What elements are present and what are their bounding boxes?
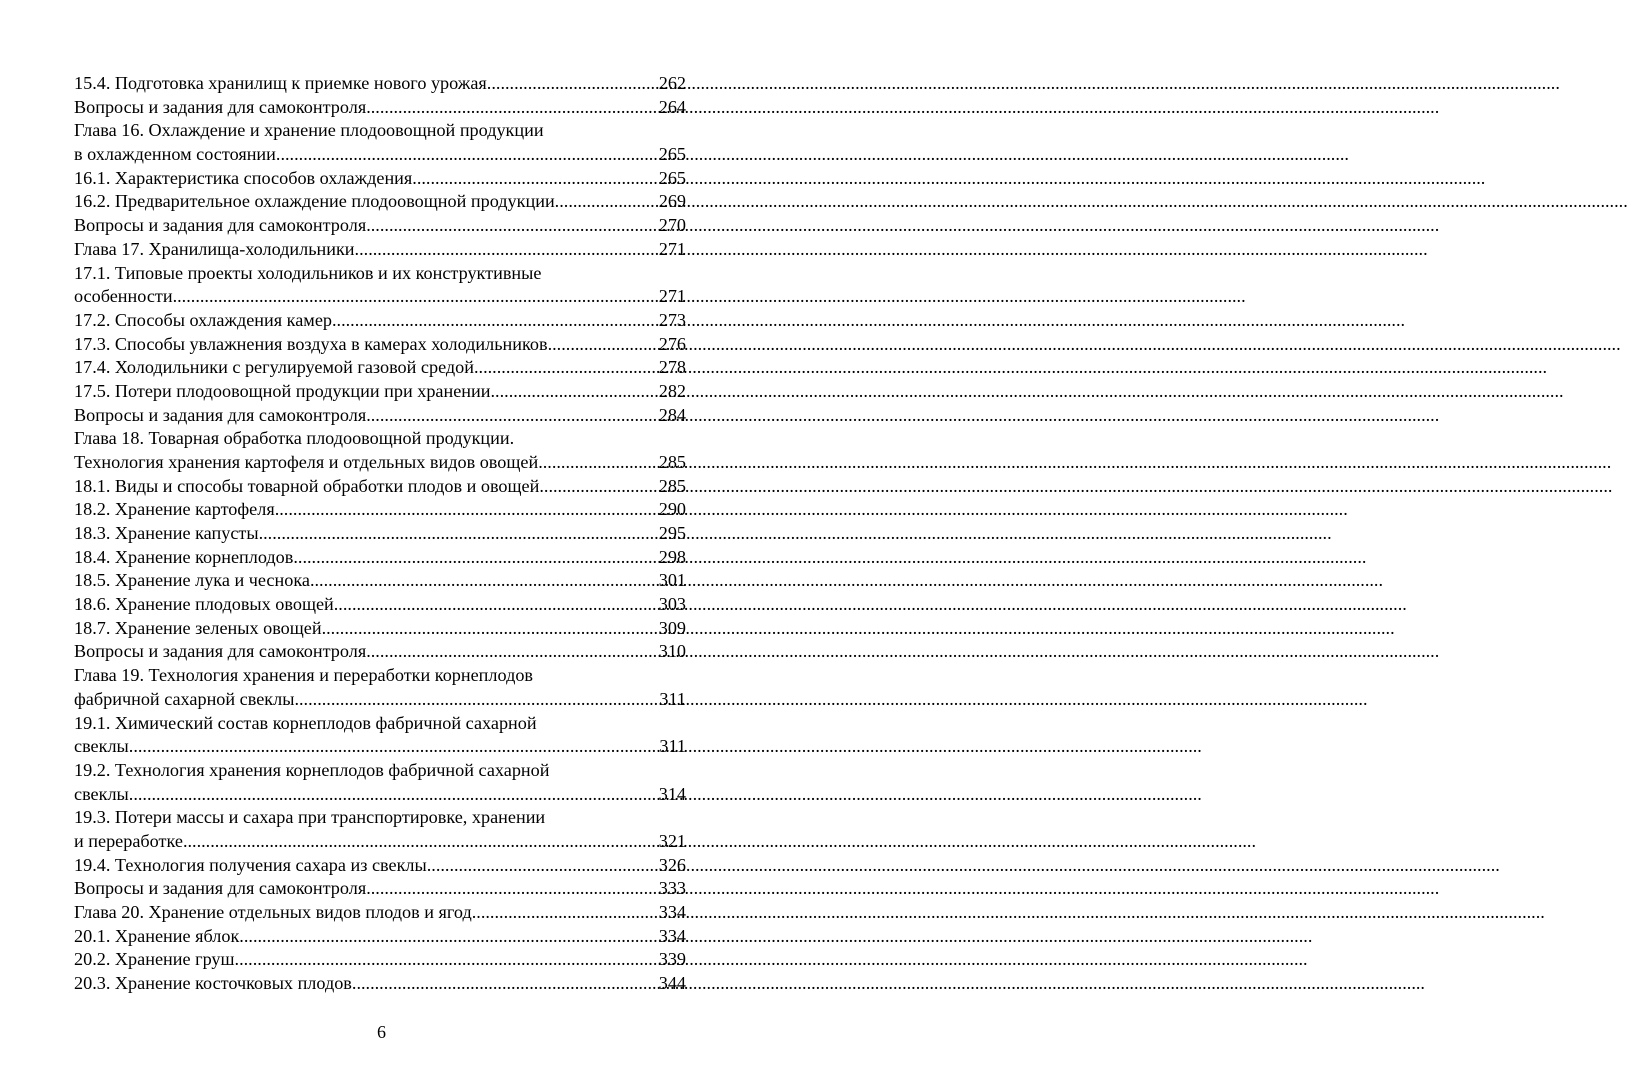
toc-entry-title: 19.4. Технология получения сахара из свеклы	[74, 854, 427, 875]
toc-entry[interactable]	[74, 262, 686, 309]
toc-entry[interactable]	[74, 806, 686, 853]
toc-entry-page: 334	[658, 902, 686, 923]
dot-leader	[239, 925, 646, 949]
toc-entry-title: 17.2. Способы охлаждения камер	[74, 309, 332, 330]
toc-entry[interactable]	[74, 333, 686, 357]
toc-entry-page: 269	[658, 191, 686, 212]
dot-leader	[235, 948, 646, 972]
toc-entry[interactable]	[74, 356, 686, 380]
toc-entry-page: 303	[658, 594, 686, 615]
toc-entry[interactable]	[74, 759, 686, 806]
dot-leader	[352, 972, 646, 996]
dot-leader	[472, 901, 646, 925]
toc-entry[interactable]	[74, 214, 686, 238]
toc-entry-page: 273	[658, 309, 686, 330]
toc-entry[interactable]	[74, 404, 686, 428]
dot-leader	[276, 143, 646, 167]
table-of-contents	[74, 72, 686, 996]
toc-entry-page: 333	[658, 878, 686, 899]
page-number: 6	[377, 1022, 386, 1042]
toc-entry-page: 311	[659, 736, 686, 757]
toc-entry-page: 276	[658, 333, 686, 354]
toc-entry-title: 20.1. Хранение яблок	[74, 925, 240, 946]
toc-entry[interactable]	[74, 167, 686, 191]
toc-entry-page: 290	[658, 499, 686, 520]
toc-entry-title: 19.2. Технология хранения корнеплодов фабричной сахарной	[74, 759, 550, 780]
dot-leader	[173, 285, 646, 309]
dot-leader	[275, 498, 646, 522]
toc-entry-title: Вопросы и задания для самоконтроля	[74, 878, 367, 899]
toc-entry-page: 326	[658, 854, 686, 875]
toc-entry-title: свеклы	[74, 783, 129, 804]
toc-entry-title: фабричной сахарной свеклы	[74, 688, 295, 709]
dot-leader	[366, 214, 646, 238]
dot-leader	[548, 333, 646, 357]
toc-entry-title: Технология хранения картофеля и отдельных видов овощей	[74, 451, 539, 472]
dot-leader	[366, 877, 646, 901]
dot-leader	[366, 96, 646, 120]
toc-entry-title: 15.4. Подготовка хранилищ к приемке нового урожая	[74, 72, 487, 93]
toc-entry-page: 334	[658, 925, 686, 946]
dot-leader	[491, 380, 647, 404]
toc-entry[interactable]	[74, 522, 686, 546]
toc-entry[interactable]	[74, 593, 686, 617]
toc-entry-page: 278	[658, 357, 686, 378]
toc-entry[interactable]	[74, 854, 686, 878]
dot-leader	[555, 190, 646, 214]
toc-entry-title: Вопросы и задания для самоконтроля	[74, 404, 367, 425]
toc-entry[interactable]	[74, 238, 686, 262]
toc-entry-page: 309	[658, 617, 686, 638]
dot-leader	[310, 569, 646, 593]
toc-entry-title: Вопросы и задания для самоконтроля	[74, 215, 367, 236]
dot-leader	[539, 475, 646, 499]
toc-entry-title: Глава 17. Хранилища-холодильники	[74, 238, 355, 259]
toc-entry-title: 18.1. Виды и способы товарной обработки плодов и овощей	[74, 475, 540, 496]
dot-leader	[355, 238, 646, 262]
dot-leader	[183, 830, 646, 854]
dot-leader	[294, 688, 646, 712]
toc-entry[interactable]	[74, 569, 686, 593]
toc-entry-page: 310	[658, 641, 686, 662]
toc-entry-page: 284	[658, 404, 686, 425]
toc-entry[interactable]	[74, 72, 686, 96]
toc-entry-page: 271	[658, 286, 686, 307]
toc-entry-page: 339	[658, 949, 686, 970]
toc-entry[interactable]	[74, 948, 686, 972]
dot-leader	[538, 451, 646, 475]
toc-entry-title: Глава 20. Хранение отдельных видов плодов и ягод	[74, 902, 472, 923]
dot-leader	[259, 522, 646, 546]
toc-entry-title: Вопросы и задания для самоконтроля	[74, 641, 367, 662]
dot-leader	[129, 735, 646, 759]
toc-entry[interactable]	[74, 901, 686, 925]
dot-leader	[334, 593, 646, 617]
toc-entry-title: 17.4. Холодильники с регулируемой газовой средой	[74, 357, 474, 378]
toc-entry-title: 18.5. Хранение лука и чеснока	[74, 570, 310, 591]
toc-entry-title: 19.1. Химический состав корнеплодов фабричной сахарной	[74, 712, 537, 733]
toc-entry[interactable]	[74, 877, 686, 901]
toc-entry-title: 20.2. Хранение груш	[74, 949, 235, 970]
toc-entry[interactable]	[74, 475, 686, 499]
toc-entry[interactable]	[74, 309, 686, 333]
toc-entry-page: 311	[659, 688, 686, 709]
toc-entry-title: Глава 18. Товарная обработка плодоовощной продукции.	[74, 428, 515, 449]
toc-entry-page: 298	[658, 546, 686, 567]
toc-entry[interactable]	[74, 972, 686, 996]
dot-leader	[322, 617, 646, 641]
toc-entry[interactable]	[74, 427, 686, 474]
toc-entry-title: 18.3. Хранение капусты	[74, 523, 259, 544]
toc-entry[interactable]	[74, 96, 686, 120]
toc-entry-page: 270	[658, 215, 686, 236]
toc-entry-title: особенности	[74, 286, 173, 307]
toc-entry-title: 20.3. Хранение косточковых плодов	[74, 973, 352, 994]
toc-entry-page: 344	[658, 973, 686, 994]
toc-entry[interactable]	[74, 498, 686, 522]
toc-entry-page: 285	[658, 451, 686, 472]
dot-leader	[332, 309, 646, 333]
toc-entry-title: 18.7. Хранение зеленых овощей	[74, 617, 322, 638]
toc-entry-title: в охлажденном состоянии	[74, 144, 276, 165]
toc-entry-title: свеклы	[74, 736, 129, 757]
toc-entry-title: 17.5. Потери плодоовощной продукции при хранении	[74, 380, 491, 401]
toc-entry-title: Вопросы и задания для самоконтроля	[74, 96, 367, 117]
toc-entry-page: 314	[658, 783, 686, 804]
dot-leader	[366, 640, 646, 664]
toc-entry[interactable]	[74, 712, 686, 759]
toc-entry-page: 285	[658, 475, 686, 496]
dot-leader	[293, 546, 646, 570]
toc-entry[interactable]	[74, 664, 686, 711]
toc-entry-title: 16.1. Характеристика способов охлаждения	[74, 167, 413, 188]
toc-entry-title: 18.2. Хранение картофеля	[74, 499, 275, 520]
toc-entry-title: Глава 19. Технология хранения и переработки корнеплодов	[74, 665, 534, 686]
toc-entry-title: 18.4. Хранение корнеплодов	[74, 546, 294, 567]
toc-entry-title: 19.3. Потери массы и сахара при транспортировке, хранении	[74, 807, 546, 828]
toc-entry[interactable]	[74, 119, 686, 166]
toc-entry[interactable]	[74, 617, 686, 641]
dot-leader	[427, 854, 646, 878]
toc-entry-page: 265	[658, 167, 686, 188]
toc-entry-page: 271	[658, 238, 686, 259]
toc-entry[interactable]	[74, 925, 686, 949]
toc-entry-title: 16.2. Предварительное охлаждение плодоовощной продукции	[74, 191, 555, 212]
toc-entry-title: 17.1. Типовые проекты холодильников и их конструктивные	[74, 262, 542, 283]
toc-entry-title: 18.6. Хранение плодовых овощей	[74, 594, 334, 615]
dot-leader	[474, 356, 646, 380]
toc-entry-page: 264	[658, 96, 686, 117]
toc-entry-page: 321	[658, 830, 686, 851]
toc-entry[interactable]	[74, 546, 686, 570]
toc-entry[interactable]	[74, 190, 686, 214]
toc-entry-page: 282	[658, 380, 686, 401]
dot-leader	[487, 72, 646, 96]
toc-entry-title: Глава 16. Охлаждение и хранение плодоовощной продукции	[74, 120, 544, 141]
dot-leader	[366, 404, 646, 428]
toc-entry-title: 17.3. Способы увлажнения воздуха в камерах холодильников	[74, 333, 548, 354]
toc-entry-page: 295	[658, 523, 686, 544]
toc-entry-page: 301	[658, 570, 686, 591]
dot-leader	[129, 783, 646, 807]
toc-entry-page: 262	[658, 72, 686, 93]
toc-entry-page: 265	[658, 144, 686, 165]
dot-leader	[412, 167, 646, 191]
toc-entry[interactable]	[74, 380, 686, 404]
toc-entry[interactable]	[74, 641, 686, 665]
toc-entry-title: и переработке	[74, 830, 183, 851]
